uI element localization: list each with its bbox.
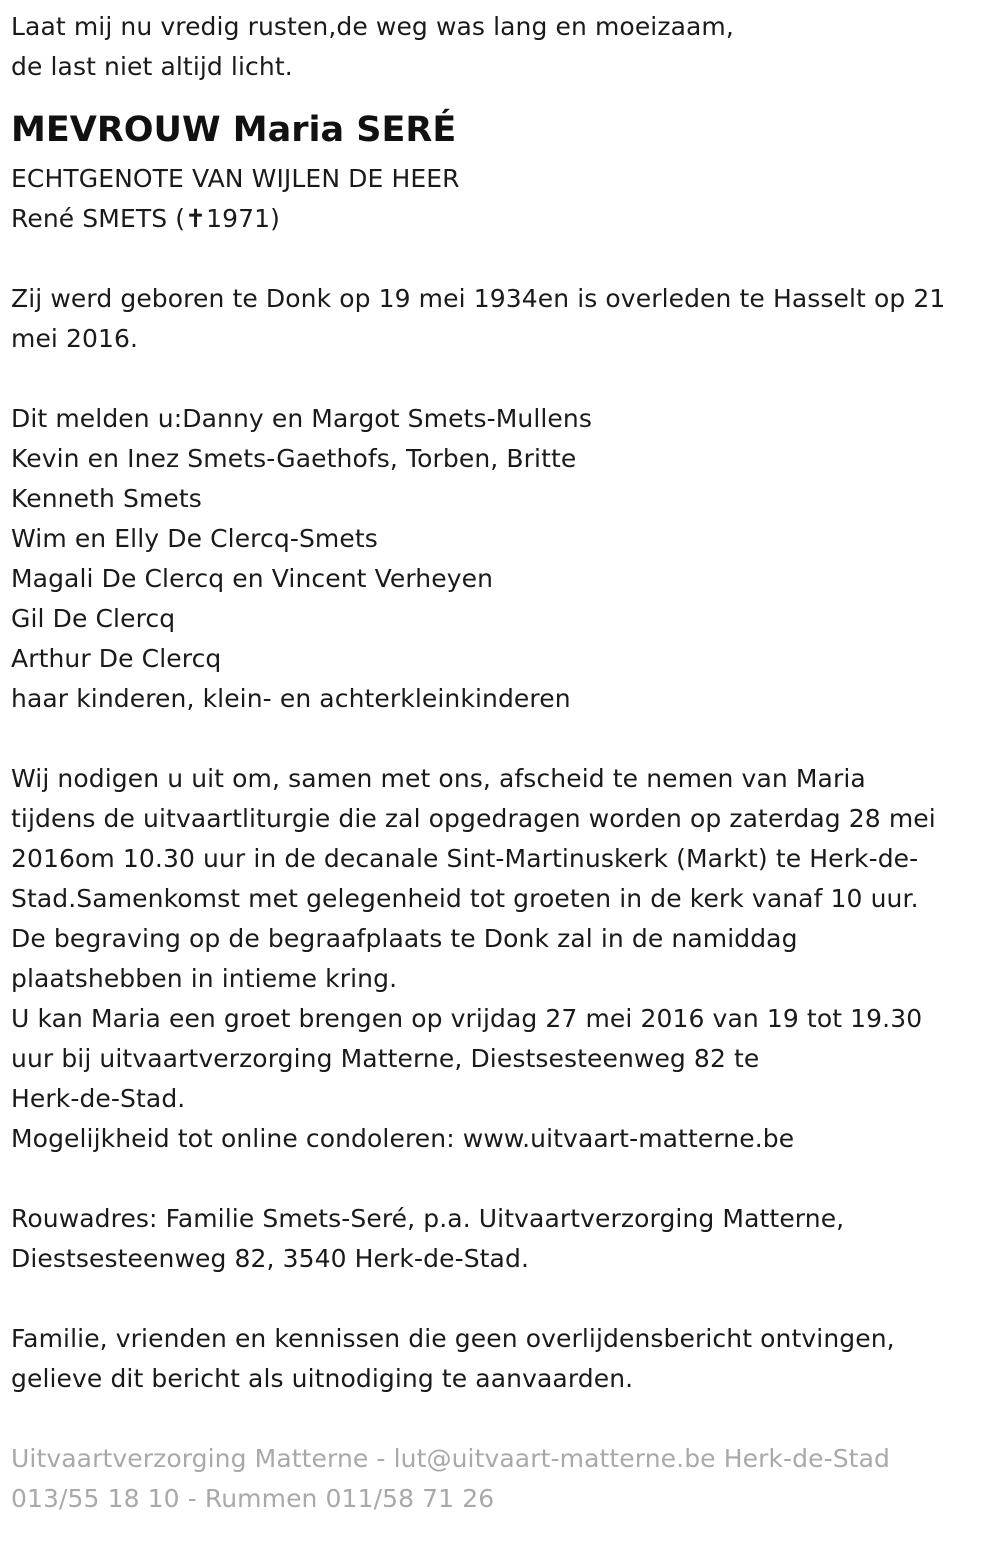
ceremony-line: Herk-de-Stad.	[11, 1084, 186, 1113]
family-line: Arthur De Clercq	[11, 644, 222, 673]
ceremony-info	[11, 759, 989, 1159]
invitation-line: gelieve dit bericht als uitnodiging te aanvaarden.	[11, 1364, 634, 1393]
birth-death-info	[11, 279, 989, 359]
footer-line: Uitvaartverzorging Matterne - lut@uitvaart-matterne.be Herk-de-Stad	[11, 1444, 890, 1473]
spacer	[11, 1279, 989, 1319]
footer-line: 013/55 18 10 - Rummen 011/58 71 26	[11, 1484, 495, 1513]
spouse-line: ECHTGENOTE VAN WIJLEN DE HEER	[11, 164, 460, 193]
address-line: Rouwadres: Familie Smets-Seré, p.a. Uitvaartverzorging Matterne,	[11, 1204, 845, 1233]
spacer	[11, 359, 989, 399]
ceremony-line: Wij nodigen u uit om, samen met ons, afscheid te nemen van Maria	[11, 764, 866, 793]
ceremony-line: De begraving op de begraafplaats te Donk zal in de namiddag	[11, 924, 798, 953]
invitation-line: Familie, vrienden en kennissen die geen overlijdensbericht ontvingen,	[11, 1324, 895, 1353]
ceremony-line: uur bij uitvaartverzorging Matterne, Diestsesteenweg 82 te	[11, 1044, 760, 1073]
ceremony-line: plaatshebben in intieme kring.	[11, 964, 398, 993]
deceased-name: MEVROUW Maria SERÉ	[11, 110, 457, 150]
family-line: Kevin en Inez Smets-Gaethofs, Torben, Britte	[11, 444, 577, 473]
ceremony-line: tijdens de uitvaartliturgie die zal opgedragen worden op zaterdag 28 mei	[11, 804, 936, 833]
poem	[11, 7, 989, 87]
family-list	[11, 399, 989, 719]
address-line: Diestsesteenweg 82, 3540 Herk-de-Stad.	[11, 1244, 529, 1273]
family-line: Magali De Clercq en Vincent Verheyen	[11, 564, 494, 593]
family-line: Wim en Elly De Clercq-Smets	[11, 524, 378, 553]
poem-line: Laat mij nu vredig rusten,de weg was lang en moeizaam,	[11, 12, 734, 41]
birth-death-line: mei 2016.	[11, 324, 139, 353]
spouse-info	[11, 159, 989, 239]
spacer	[11, 1159, 989, 1199]
family-line: Kenneth Smets	[11, 484, 202, 513]
poem-line: de last niet altijd licht.	[11, 52, 293, 81]
family-line: Dit melden u:Danny en Margot Smets-Mullens	[11, 404, 592, 433]
invitation-note	[11, 1319, 989, 1399]
spacer	[11, 1399, 989, 1439]
spacer	[11, 719, 989, 759]
ceremony-line: Stad.Samenkomst met gelegenheid tot groeten in de kerk vanaf 10 uur.	[11, 884, 919, 913]
spacer	[11, 239, 989, 279]
funeral-home-footer	[11, 1439, 989, 1519]
mourning-address	[11, 1199, 989, 1279]
family-line: haar kinderen, klein- en achterkleinkinderen	[11, 684, 571, 713]
family-line: Gil De Clercq	[11, 604, 176, 633]
birth-death-line: Zij werd geboren te Donk op 19 mei 1934en is overleden te Hasselt op 21	[11, 284, 946, 313]
condolence-line: Mogelijkheid tot online condoleren: www.uitvaart-matterne.be	[11, 1124, 795, 1153]
ceremony-line: U kan Maria een groet brengen op vrijdag 27 mei 2016 van 19 tot 19.30	[11, 1004, 923, 1033]
spouse-line: René SMETS (✝1971)	[11, 204, 280, 233]
ceremony-line: 2016om 10.30 uur in de decanale Sint-Martinuskerk (Markt) te Herk-de-	[11, 844, 919, 873]
